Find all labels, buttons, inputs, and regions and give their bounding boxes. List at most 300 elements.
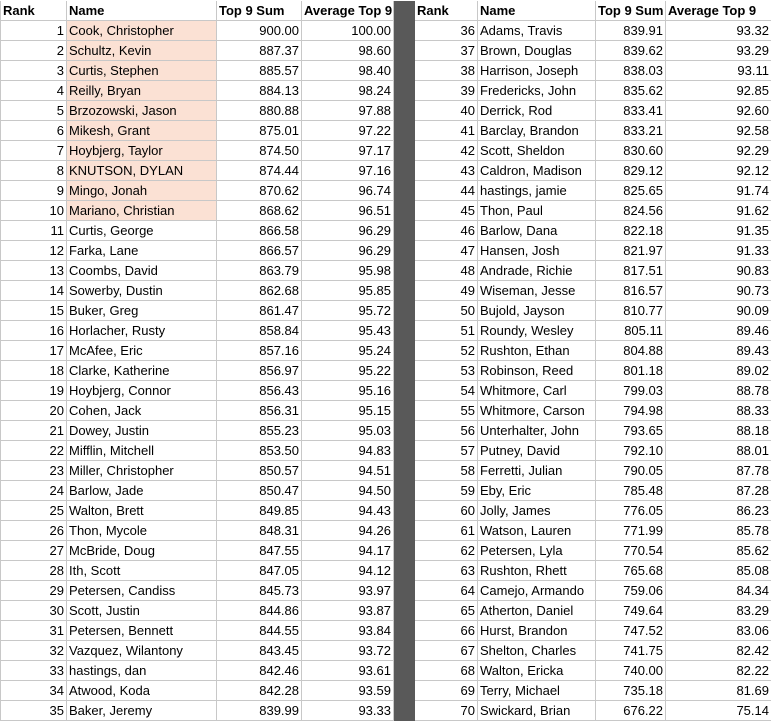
average-cell[interactable]: 93.72 [302,641,394,661]
rank-cell[interactable]: 24 [1,481,67,501]
rank-cell[interactable]: 5 [1,101,67,121]
average-cell[interactable]: 93.87 [302,601,394,621]
rank-cell[interactable]: 52 [415,341,478,361]
name-cell[interactable]: Hoybjerg, Taylor [67,141,217,161]
top9-sum-cell[interactable]: 848.31 [217,521,302,541]
average-cell[interactable]: 98.60 [302,41,394,61]
rank-cell[interactable]: 16 [1,321,67,341]
header-name-left[interactable]: Name [67,1,217,21]
name-cell[interactable]: Robinson, Reed [478,361,596,381]
name-cell[interactable]: Thon, Paul [478,201,596,221]
top9-sum-cell[interactable]: 833.21 [596,121,666,141]
name-cell[interactable]: hastings, dan [67,661,217,681]
name-cell[interactable]: Whitmore, Carl [478,381,596,401]
name-cell[interactable]: Hansen, Josh [478,241,596,261]
average-cell[interactable]: 97.22 [302,121,394,141]
average-cell[interactable]: 95.03 [302,421,394,441]
name-cell[interactable]: Brown, Douglas [478,41,596,61]
name-cell[interactable]: Petersen, Lyla [478,541,596,561]
average-cell[interactable]: 92.12 [666,161,771,181]
top9-sum-cell[interactable]: 792.10 [596,441,666,461]
average-cell[interactable]: 94.17 [302,541,394,561]
average-cell[interactable]: 87.78 [666,461,771,481]
top9-sum-cell[interactable]: 799.03 [596,381,666,401]
rank-cell[interactable]: 60 [415,501,478,521]
average-cell[interactable]: 98.24 [302,81,394,101]
name-cell[interactable]: Cohen, Jack [67,401,217,421]
name-cell[interactable]: Ith, Scott [67,561,217,581]
name-cell[interactable]: Andrade, Richie [478,261,596,281]
average-cell[interactable]: 87.28 [666,481,771,501]
average-cell[interactable]: 96.74 [302,181,394,201]
average-cell[interactable]: 90.73 [666,281,771,301]
top9-sum-cell[interactable]: 771.99 [596,521,666,541]
top9-sum-cell[interactable]: 804.88 [596,341,666,361]
name-cell[interactable]: KNUTSON, DYLAN [67,161,217,181]
top9-sum-cell[interactable]: 741.75 [596,641,666,661]
top9-sum-cell[interactable]: 824.56 [596,201,666,221]
top9-sum-cell[interactable]: 801.18 [596,361,666,381]
average-cell[interactable]: 97.17 [302,141,394,161]
top9-sum-cell[interactable]: 794.98 [596,401,666,421]
column-separator [394,621,415,641]
average-cell[interactable]: 91.62 [666,201,771,221]
rank-cell[interactable]: 25 [1,501,67,521]
top9-sum-cell[interactable]: 817.51 [596,261,666,281]
top9-sum-cell[interactable]: 858.84 [217,321,302,341]
average-cell[interactable]: 83.06 [666,621,771,641]
average-cell[interactable]: 95.24 [302,341,394,361]
average-cell[interactable]: 93.84 [302,621,394,641]
top9-sum-cell[interactable]: 868.62 [217,201,302,221]
top9-sum-cell[interactable]: 770.54 [596,541,666,561]
rank-cell[interactable]: 17 [1,341,67,361]
top9-sum-cell[interactable]: 866.57 [217,241,302,261]
average-cell[interactable]: 85.08 [666,561,771,581]
average-cell[interactable]: 85.62 [666,541,771,561]
name-cell[interactable]: McAfee, Eric [67,341,217,361]
rank-cell[interactable]: 67 [415,641,478,661]
name-cell[interactable]: hastings, jamie [478,181,596,201]
rank-cell[interactable]: 63 [415,561,478,581]
average-cell[interactable]: 95.98 [302,261,394,281]
average-cell[interactable]: 89.02 [666,361,771,381]
average-cell[interactable]: 95.16 [302,381,394,401]
header-rank-left[interactable]: Rank [1,1,67,21]
rank-cell[interactable]: 21 [1,421,67,441]
name-cell[interactable]: Barlow, Jade [67,481,217,501]
name-cell[interactable]: Cook, Christopher [67,21,217,41]
name-cell[interactable]: Terry, Michael [478,681,596,701]
top9-sum-cell[interactable]: 885.57 [217,61,302,81]
top9-sum-cell[interactable]: 829.12 [596,161,666,181]
average-cell[interactable]: 94.51 [302,461,394,481]
average-cell[interactable]: 98.40 [302,61,394,81]
average-cell[interactable]: 93.11 [666,61,771,81]
average-cell[interactable]: 96.29 [302,221,394,241]
name-cell[interactable]: Horlacher, Rusty [67,321,217,341]
top9-sum-cell[interactable]: 821.97 [596,241,666,261]
name-cell[interactable]: Mikesh, Grant [67,121,217,141]
rank-cell[interactable]: 40 [415,101,478,121]
average-cell[interactable]: 92.29 [666,141,771,161]
name-cell[interactable]: McBride, Doug [67,541,217,561]
top9-sum-cell[interactable]: 843.45 [217,641,302,661]
rank-cell[interactable]: 48 [415,261,478,281]
name-cell[interactable]: Caldron, Madison [478,161,596,181]
column-separator [394,101,415,121]
rank-cell[interactable]: 6 [1,121,67,141]
average-cell[interactable]: 93.61 [302,661,394,681]
rank-cell[interactable]: 39 [415,81,478,101]
average-cell[interactable]: 93.97 [302,581,394,601]
name-cell[interactable]: Hoybjerg, Connor [67,381,217,401]
column-separator [394,421,415,441]
average-cell[interactable]: 95.15 [302,401,394,421]
name-cell[interactable]: Hurst, Brandon [478,621,596,641]
name-cell[interactable]: Vazquez, Wilantony [67,641,217,661]
rank-cell[interactable]: 7 [1,141,67,161]
name-cell[interactable]: Baker, Jeremy [67,701,217,721]
average-cell[interactable]: 88.01 [666,441,771,461]
name-cell[interactable]: Dowey, Justin [67,421,217,441]
rank-cell[interactable]: 51 [415,321,478,341]
name-cell[interactable]: Bujold, Jayson [478,301,596,321]
average-cell[interactable]: 94.26 [302,521,394,541]
average-cell[interactable]: 92.58 [666,121,771,141]
average-cell[interactable]: 95.85 [302,281,394,301]
name-cell[interactable]: Roundy, Wesley [478,321,596,341]
average-cell[interactable]: 81.69 [666,681,771,701]
name-cell[interactable]: Harrison, Joseph [478,61,596,81]
average-cell[interactable]: 82.42 [666,641,771,661]
average-cell[interactable]: 92.85 [666,81,771,101]
rank-cell[interactable]: 59 [415,481,478,501]
rank-cell[interactable]: 38 [415,61,478,81]
top9-sum-cell[interactable]: 839.99 [217,701,302,721]
rank-cell[interactable]: 12 [1,241,67,261]
top9-sum-cell[interactable]: 747.52 [596,621,666,641]
column-separator [394,401,415,421]
column-separator [394,61,415,81]
name-cell[interactable]: Fredericks, John [478,81,596,101]
average-cell[interactable]: 91.74 [666,181,771,201]
rank-cell[interactable]: 35 [1,701,67,721]
top9-sum-cell[interactable]: 847.05 [217,561,302,581]
rank-cell[interactable]: 47 [415,241,478,261]
rank-cell[interactable]: 13 [1,261,67,281]
name-cell[interactable]: Mariano, Christian [67,201,217,221]
top9-sum-cell[interactable]: 847.55 [217,541,302,561]
top9-sum-cell[interactable]: 776.05 [596,501,666,521]
top9-sum-cell[interactable]: 856.43 [217,381,302,401]
column-separator [394,241,415,261]
average-cell[interactable]: 94.83 [302,441,394,461]
name-cell[interactable]: Petersen, Bennett [67,621,217,641]
rank-cell[interactable]: 11 [1,221,67,241]
rank-cell[interactable]: 70 [415,701,478,721]
average-cell[interactable]: 95.72 [302,301,394,321]
name-cell[interactable]: Petersen, Candiss [67,581,217,601]
rank-cell[interactable]: 50 [415,301,478,321]
average-cell[interactable]: 89.43 [666,341,771,361]
average-cell[interactable]: 88.18 [666,421,771,441]
rank-cell[interactable]: 55 [415,401,478,421]
top9-sum-cell[interactable]: 856.97 [217,361,302,381]
top9-sum-cell[interactable]: 844.55 [217,621,302,641]
rank-cell[interactable]: 20 [1,401,67,421]
rank-cell[interactable]: 22 [1,441,67,461]
top9-sum-cell[interactable]: 785.48 [596,481,666,501]
rank-cell[interactable]: 43 [415,161,478,181]
name-cell[interactable]: Wiseman, Jesse [478,281,596,301]
average-cell[interactable]: 88.78 [666,381,771,401]
rank-cell[interactable]: 9 [1,181,67,201]
name-cell[interactable]: Brzozowski, Jason [67,101,217,121]
name-cell[interactable]: Scott, Sheldon [478,141,596,161]
top9-sum-cell[interactable]: 874.50 [217,141,302,161]
top9-sum-cell[interactable]: 844.86 [217,601,302,621]
rank-cell[interactable]: 14 [1,281,67,301]
average-cell[interactable]: 83.29 [666,601,771,621]
name-cell[interactable]: Clarke, Katherine [67,361,217,381]
header-avg-right[interactable]: Average Top 9 [666,1,771,21]
name-cell[interactable]: Curtis, Stephen [67,61,217,81]
rank-cell[interactable]: 33 [1,661,67,681]
rank-cell[interactable]: 42 [415,141,478,161]
average-cell[interactable]: 88.33 [666,401,771,421]
name-cell[interactable]: Shelton, Charles [478,641,596,661]
header-name-right[interactable]: Name [478,1,596,21]
rank-cell[interactable]: 15 [1,301,67,321]
name-cell[interactable]: Barlow, Dana [478,221,596,241]
average-cell[interactable]: 86.23 [666,501,771,521]
rank-cell[interactable]: 49 [415,281,478,301]
name-cell[interactable]: Adams, Travis [478,21,596,41]
header-sum-right[interactable]: Top 9 Sum [596,1,666,21]
name-cell[interactable]: Thon, Mycole [67,521,217,541]
rank-cell[interactable]: 69 [415,681,478,701]
average-cell[interactable]: 94.43 [302,501,394,521]
rank-cell[interactable]: 10 [1,201,67,221]
top9-sum-cell[interactable]: 793.65 [596,421,666,441]
rank-cell[interactable]: 23 [1,461,67,481]
name-cell[interactable]: Putney, David [478,441,596,461]
name-cell[interactable]: Schultz, Kevin [67,41,217,61]
rank-cell[interactable]: 27 [1,541,67,561]
column-separator [394,541,415,561]
column-separator [394,161,415,181]
average-cell[interactable]: 90.09 [666,301,771,321]
top9-sum-cell[interactable]: 863.79 [217,261,302,281]
column-separator [394,81,415,101]
top9-sum-cell[interactable]: 853.50 [217,441,302,461]
name-cell[interactable]: Barclay, Brandon [478,121,596,141]
rank-cell[interactable]: 41 [415,121,478,141]
average-cell[interactable]: 95.22 [302,361,394,381]
average-cell[interactable]: 89.46 [666,321,771,341]
rank-cell[interactable]: 58 [415,461,478,481]
name-cell[interactable]: Watson, Lauren [478,521,596,541]
name-cell[interactable]: Curtis, George [67,221,217,241]
top9-sum-cell[interactable]: 875.01 [217,121,302,141]
top9-sum-cell[interactable]: 855.23 [217,421,302,441]
average-cell[interactable]: 91.35 [666,221,771,241]
top9-sum-cell[interactable]: 749.64 [596,601,666,621]
name-cell[interactable]: Whitmore, Carson [478,401,596,421]
average-cell[interactable]: 84.34 [666,581,771,601]
average-cell[interactable]: 100.00 [302,21,394,41]
average-cell[interactable]: 93.59 [302,681,394,701]
rank-cell[interactable]: 32 [1,641,67,661]
top9-sum-cell[interactable]: 833.41 [596,101,666,121]
header-rank-right[interactable]: Rank [415,1,478,21]
name-cell[interactable]: Rushton, Ethan [478,341,596,361]
average-cell[interactable]: 94.50 [302,481,394,501]
top9-sum-cell[interactable]: 839.91 [596,21,666,41]
rank-cell[interactable]: 37 [415,41,478,61]
top9-sum-cell[interactable]: 874.44 [217,161,302,181]
top9-sum-cell[interactable]: 842.46 [217,661,302,681]
name-cell[interactable]: Farka, Lane [67,241,217,261]
top9-sum-cell[interactable]: 810.77 [596,301,666,321]
top9-sum-cell[interactable]: 835.62 [596,81,666,101]
header-avg-left[interactable]: Average Top 9 [302,1,394,21]
rank-cell[interactable]: 3 [1,61,67,81]
average-cell[interactable]: 93.32 [666,21,771,41]
rank-cell[interactable]: 29 [1,581,67,601]
average-cell[interactable]: 95.43 [302,321,394,341]
rank-cell[interactable]: 54 [415,381,478,401]
top9-sum-cell[interactable]: 900.00 [217,21,302,41]
name-cell[interactable]: Walton, Ericka [478,661,596,681]
column-separator [394,121,415,141]
top9-sum-cell[interactable]: 861.47 [217,301,302,321]
top9-sum-cell[interactable]: 880.88 [217,101,302,121]
top9-sum-cell[interactable]: 850.47 [217,481,302,501]
rank-cell[interactable]: 28 [1,561,67,581]
top9-sum-cell[interactable]: 740.00 [596,661,666,681]
rank-cell[interactable]: 57 [415,441,478,461]
rank-cell[interactable]: 36 [415,21,478,41]
average-cell[interactable]: 92.60 [666,101,771,121]
top9-sum-cell[interactable]: 765.68 [596,561,666,581]
average-cell[interactable]: 93.29 [666,41,771,61]
column-separator [394,701,415,721]
rank-cell[interactable]: 46 [415,221,478,241]
average-cell[interactable]: 90.83 [666,261,771,281]
rank-cell[interactable]: 8 [1,161,67,181]
rank-cell[interactable]: 44 [415,181,478,201]
rank-cell[interactable]: 45 [415,201,478,221]
top9-sum-cell[interactable]: 805.11 [596,321,666,341]
rank-cell[interactable]: 2 [1,41,67,61]
top9-sum-cell[interactable]: 816.57 [596,281,666,301]
name-cell[interactable]: Scott, Justin [67,601,217,621]
rank-cell[interactable]: 68 [415,661,478,681]
name-cell[interactable]: Ferretti, Julian [478,461,596,481]
rank-cell[interactable]: 65 [415,601,478,621]
top9-sum-cell[interactable]: 735.18 [596,681,666,701]
rank-cell[interactable]: 64 [415,581,478,601]
name-cell[interactable]: Atherton, Daniel [478,601,596,621]
average-cell[interactable]: 75.14 [666,701,771,721]
top9-sum-cell[interactable]: 849.85 [217,501,302,521]
name-cell[interactable]: Mifflin, Mitchell [67,441,217,461]
top9-sum-cell[interactable]: 862.68 [217,281,302,301]
top9-sum-cell[interactable]: 822.18 [596,221,666,241]
rank-cell[interactable]: 1 [1,21,67,41]
name-cell[interactable]: Swickard, Brian [478,701,596,721]
top9-sum-cell[interactable]: 845.73 [217,581,302,601]
rank-cell[interactable]: 18 [1,361,67,381]
rank-cell[interactable]: 30 [1,601,67,621]
rank-cell[interactable]: 26 [1,521,67,541]
top9-sum-cell[interactable]: 676.22 [596,701,666,721]
name-cell[interactable]: Walton, Brett [67,501,217,521]
top9-sum-cell[interactable]: 857.16 [217,341,302,361]
top9-sum-cell[interactable]: 866.58 [217,221,302,241]
top9-sum-cell[interactable]: 884.13 [217,81,302,101]
rank-cell[interactable]: 4 [1,81,67,101]
top9-sum-cell[interactable]: 790.05 [596,461,666,481]
rank-cell[interactable]: 19 [1,381,67,401]
column-separator [394,41,415,61]
top9-sum-cell[interactable]: 870.62 [217,181,302,201]
name-cell[interactable]: Mingo, Jonah [67,181,217,201]
top9-sum-cell[interactable]: 838.03 [596,61,666,81]
average-cell[interactable]: 85.78 [666,521,771,541]
name-cell[interactable]: Buker, Greg [67,301,217,321]
rank-cell[interactable]: 56 [415,421,478,441]
name-cell[interactable]: Derrick, Rod [478,101,596,121]
top9-sum-cell[interactable]: 850.57 [217,461,302,481]
top9-sum-cell[interactable]: 830.60 [596,141,666,161]
rank-cell[interactable]: 62 [415,541,478,561]
average-cell[interactable]: 82.22 [666,661,771,681]
name-cell[interactable]: Camejo, Armando [478,581,596,601]
rank-cell[interactable]: 31 [1,621,67,641]
name-cell[interactable]: Reilly, Bryan [67,81,217,101]
top9-sum-cell[interactable]: 856.31 [217,401,302,421]
average-cell[interactable]: 97.16 [302,161,394,181]
rank-cell[interactable]: 61 [415,521,478,541]
name-cell[interactable]: Miller, Christopher [67,461,217,481]
rank-cell[interactable]: 66 [415,621,478,641]
average-cell[interactable]: 96.51 [302,201,394,221]
top9-sum-cell[interactable]: 842.28 [217,681,302,701]
average-cell[interactable]: 96.29 [302,241,394,261]
rank-cell[interactable]: 53 [415,361,478,381]
name-cell[interactable]: Rushton, Rhett [478,561,596,581]
top9-sum-cell[interactable]: 839.62 [596,41,666,61]
top9-sum-cell[interactable]: 825.65 [596,181,666,201]
name-cell[interactable]: Coombs, David [67,261,217,281]
rank-cell[interactable]: 34 [1,681,67,701]
average-cell[interactable]: 93.33 [302,701,394,721]
average-cell[interactable]: 97.88 [302,101,394,121]
name-cell[interactable]: Eby, Eric [478,481,596,501]
average-cell[interactable]: 94.12 [302,561,394,581]
header-sum-left[interactable]: Top 9 Sum [217,1,302,21]
top9-sum-cell[interactable]: 759.06 [596,581,666,601]
name-cell[interactable]: Atwood, Koda [67,681,217,701]
name-cell[interactable]: Jolly, James [478,501,596,521]
name-cell[interactable]: Unterhalter, John [478,421,596,441]
name-cell[interactable]: Sowerby, Dustin [67,281,217,301]
average-cell[interactable]: 91.33 [666,241,771,261]
top9-sum-cell[interactable]: 887.37 [217,41,302,61]
